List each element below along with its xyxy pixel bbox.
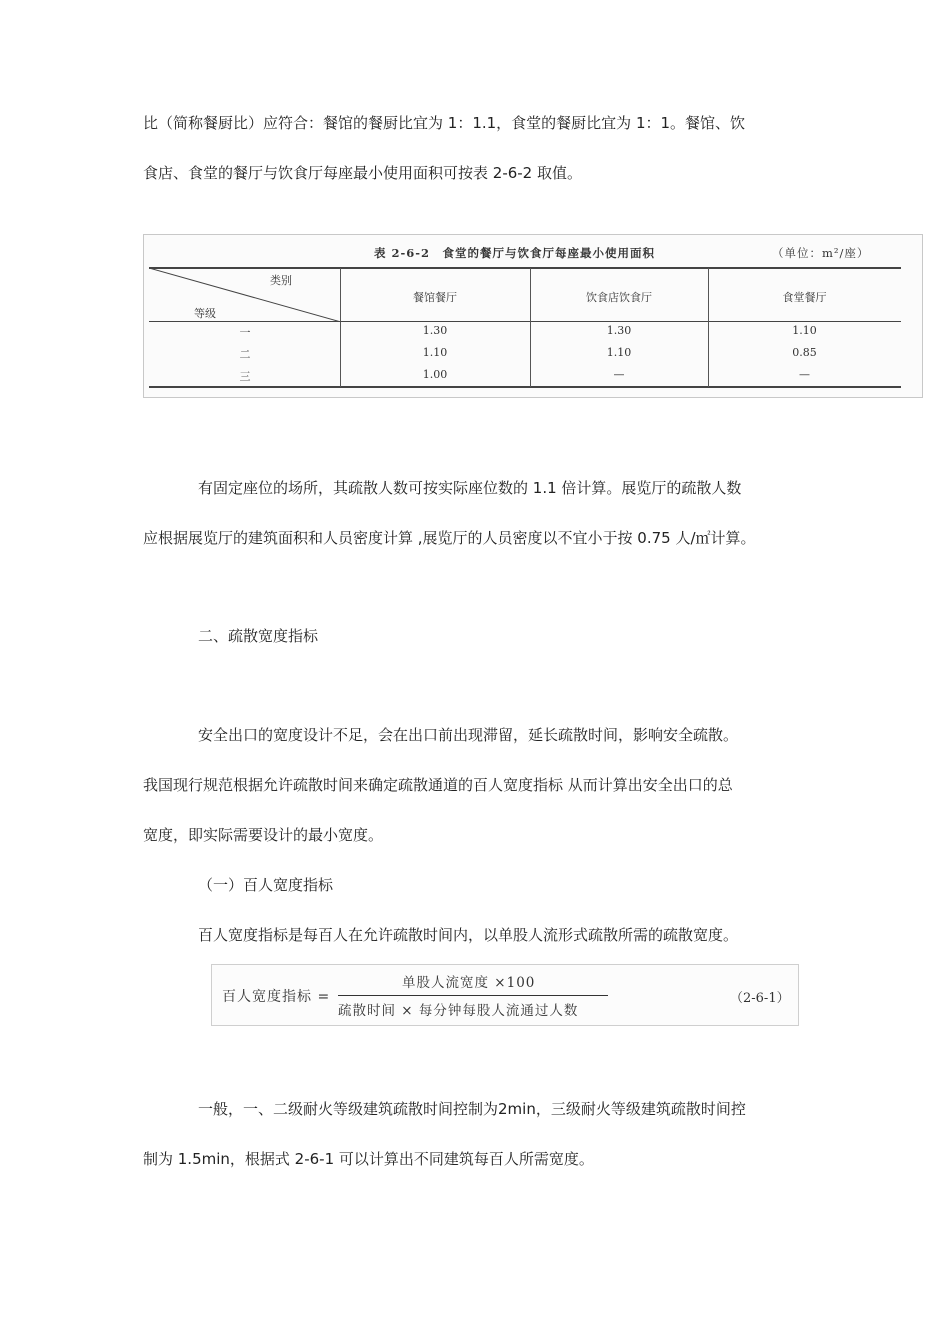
table-cell: 1.30 — [422, 324, 448, 337]
paragraph-line: 应根据展览厅的建筑面积和人员密度计算 ,展览厅的人员密度以不宜小于按 0.75 人/㎡计算。 — [143, 529, 756, 547]
paragraph-line: 制为 1.5min，根据式 2-6-1 可以计算出不同建筑每百人所需宽度。 — [143, 1150, 594, 1168]
table-cell: 1.10 — [606, 346, 632, 359]
paragraph-line: 食店、食堂的餐厅与饮食厅每座最小使用面积可按表 2-6-2 取值。 — [143, 164, 582, 182]
paragraph-line: 一般，一、二级耐火等级建筑疏散时间控制为2min，三级耐火等级建筑疏散时间控 — [198, 1100, 746, 1118]
fraction-bar — [338, 995, 608, 996]
paragraph-line: 宽度，即实际需要设计的最小宽度。 — [143, 826, 384, 844]
table-bottom-rule — [149, 386, 901, 388]
corner-label-grade: 等级 — [194, 307, 216, 320]
table-header-cell: 食堂餐厅 — [782, 291, 827, 304]
table-cell: 1.10 — [792, 324, 817, 337]
table-row-grade: 二 — [239, 348, 251, 361]
paragraph-line: 我国现行规范根据允许疏散时间来确定疏散通道的百人宽度指标 从而计算出安全出口的总 — [143, 776, 733, 794]
formula-numerator: 单股人流宽度 ×100 — [402, 975, 536, 991]
table-cell: 1.10 — [422, 346, 448, 359]
corner-label-category: 类别 — [270, 274, 292, 287]
table-title: 表 2-6-2 食堂的餐厅与饮食厅每座最小使用面积 — [374, 246, 656, 260]
formula-denominator: 疏散时间 × 每分钟每股人流通过人数 — [338, 1003, 579, 1019]
formula-image — [211, 964, 799, 1026]
paragraph-line: 有固定座位的场所，其疏散人数可按实际座位数的 1.1 倍计算。展览厅的疏散人数 — [198, 479, 742, 497]
table-header-cell: 餐馆餐厅 — [413, 291, 457, 304]
formula-label: 百人宽度指标 = — [222, 989, 331, 1005]
table-cell: — — [613, 368, 625, 381]
table-cell: — — [799, 368, 810, 381]
section-heading: 二、疏散宽度指标 — [198, 627, 319, 645]
paragraph-line: 比（简称餐厨比）应符合：餐馆的餐厨比宜为 1：1.1，食堂的餐厨比宜为 1：1。餐馆、饮 — [143, 114, 746, 132]
corner-diagonal-line — [149, 268, 341, 322]
table-header-cell: 饮食店饮食厅 — [586, 291, 652, 304]
area-table-image — [143, 234, 923, 398]
equation-number: （2-6-1） — [730, 991, 790, 1006]
table-unit: （单位：m²/座） — [772, 246, 870, 260]
subheading: （一）百人宽度指标 — [198, 876, 334, 894]
paragraph-line: 百人宽度指标是每百人在允许疏散时间内，以单股人流形式疏散所需的疏散宽度。 — [198, 926, 739, 944]
table-cell: 0.85 — [792, 346, 817, 359]
table-cell: 1.30 — [606, 324, 632, 337]
table-row-grade: 三 — [239, 370, 251, 383]
table-row-grade: 一 — [239, 326, 251, 339]
paragraph-line: 安全出口的宽度设计不足，会在出口前出现滞留，延长疏散时间，影响安全疏散。 — [198, 726, 739, 744]
table-cell: 1.00 — [422, 368, 448, 381]
